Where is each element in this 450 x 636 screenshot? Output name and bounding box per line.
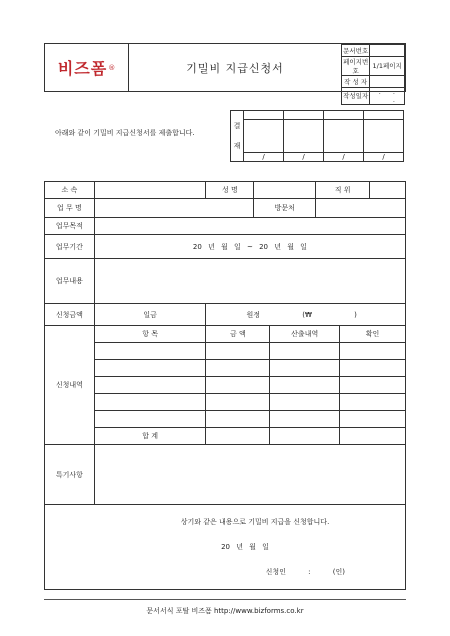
details-cell[interactable]: [340, 411, 406, 428]
details-cell[interactable]: [206, 360, 270, 377]
footer-text: 문서서식 포탈 비즈폼 http://www.bizforms.co.kr: [146, 607, 304, 615]
details-cell[interactable]: [270, 343, 340, 360]
details-header-amount: 금 액: [206, 326, 270, 343]
approval-title-cell: [324, 111, 364, 120]
name-label: 성 명: [206, 182, 254, 199]
amount-number-field[interactable]: 원정 (₩ ): [206, 304, 406, 326]
meta-label-doc-number: 문서번호: [342, 45, 370, 57]
approval-label: [231, 111, 244, 162]
task-name-field[interactable]: [94, 199, 254, 218]
approval-title-cell: [244, 111, 284, 120]
approval-date-cell[interactable]: /: [324, 153, 364, 162]
details-cell[interactable]: [270, 394, 340, 411]
approval-sign-cell[interactable]: [364, 120, 404, 153]
meta-label-author: 작 성 자: [342, 75, 370, 87]
period-field[interactable]: 20 년 월 일 ~ 20 년 월 일: [94, 235, 405, 259]
content-label: 업무내용: [45, 259, 95, 304]
details-cell[interactable]: [340, 343, 406, 360]
details-cell[interactable]: [340, 377, 406, 394]
registered-mark: ®: [108, 63, 116, 72]
meta-value-date[interactable]: . . .: [370, 87, 405, 104]
details-cell[interactable]: [94, 360, 206, 377]
details-header-item: 항 목: [94, 326, 206, 343]
document-title: 기밀비 지급신청서: [186, 61, 284, 75]
purpose-field[interactable]: [94, 218, 405, 235]
special-field[interactable]: [94, 445, 405, 505]
dept-field[interactable]: [94, 182, 206, 199]
footer-divider: [44, 599, 406, 600]
approval-title-cell: [284, 111, 324, 120]
position-field[interactable]: [370, 182, 406, 199]
approval-date-cell[interactable]: /: [364, 153, 404, 162]
brand-logo: [45, 44, 129, 91]
closing-statement: 상기와 같은 내용으로 기밀비 지급을 신청합니다.: [180, 518, 330, 526]
closing-date[interactable]: 20 년 월 일: [221, 543, 269, 551]
meta-value-author[interactable]: [370, 75, 405, 87]
approval-box: [230, 110, 404, 162]
total-calc-field[interactable]: [270, 428, 340, 445]
meta-label-date: 작성일자: [342, 87, 370, 104]
special-label: 특기사항: [45, 445, 95, 505]
details-cell[interactable]: [206, 394, 270, 411]
details-header-calc: 산출내역: [270, 326, 340, 343]
details-cell[interactable]: [206, 411, 270, 428]
task-name-label: 업 무 명: [45, 199, 95, 218]
details-cell[interactable]: [340, 394, 406, 411]
meta-label-page-number: 페이지번호: [343, 57, 369, 75]
details-cell[interactable]: [206, 377, 270, 394]
period-label: 업무기간: [45, 235, 95, 259]
content-field[interactable]: [94, 259, 405, 304]
approval-title-cell: [364, 111, 404, 120]
position-label: 직 위: [316, 182, 370, 199]
details-cell[interactable]: [270, 360, 340, 377]
logo-text: 비즈폼: [57, 59, 108, 78]
amount-label: 신청금액: [45, 304, 95, 326]
closing-section: [45, 505, 406, 590]
visit-place-label: 방문처: [254, 199, 316, 218]
details-label: 신청내역: [45, 326, 95, 445]
approval-date-cell[interactable]: /: [244, 153, 284, 162]
meta-value-page-number: 1/1페이지: [370, 56, 405, 75]
purpose-label: 업무목적: [45, 218, 95, 235]
details-cell[interactable]: [94, 377, 206, 394]
approval-label-bottom: 재: [233, 142, 241, 150]
details-cell[interactable]: [94, 394, 206, 411]
amount-words-field[interactable]: 일금: [94, 304, 206, 326]
document-meta-table: [341, 44, 405, 105]
meta-value-doc-number[interactable]: [370, 45, 405, 57]
details-header-confirm: 확인: [340, 326, 406, 343]
total-label: 합 계: [94, 428, 206, 445]
intro-text: 아래와 같이 기밀비 지급신청서를 제출합니다.: [55, 129, 195, 137]
approval-sign-cell[interactable]: [324, 120, 364, 153]
details-cell[interactable]: [94, 343, 206, 360]
document-header: [44, 43, 406, 104]
application-form: [44, 181, 406, 590]
name-field[interactable]: [254, 182, 316, 199]
approval-date-cell[interactable]: /: [284, 153, 324, 162]
visit-place-field[interactable]: [316, 199, 406, 218]
total-amount-field[interactable]: [206, 428, 270, 445]
details-cell[interactable]: [270, 411, 340, 428]
approval-sign-cell[interactable]: [244, 120, 284, 153]
approval-sign-cell[interactable]: [284, 120, 324, 153]
details-cell[interactable]: [340, 360, 406, 377]
applicant-signature[interactable]: 신청인 : (인): [265, 568, 345, 576]
details-cell[interactable]: [270, 377, 340, 394]
dept-label: 소 속: [45, 182, 95, 199]
details-cell[interactable]: [94, 411, 206, 428]
details-cell[interactable]: [206, 343, 270, 360]
approval-label-top: 결: [233, 122, 241, 130]
total-confirm-field[interactable]: [340, 428, 406, 445]
